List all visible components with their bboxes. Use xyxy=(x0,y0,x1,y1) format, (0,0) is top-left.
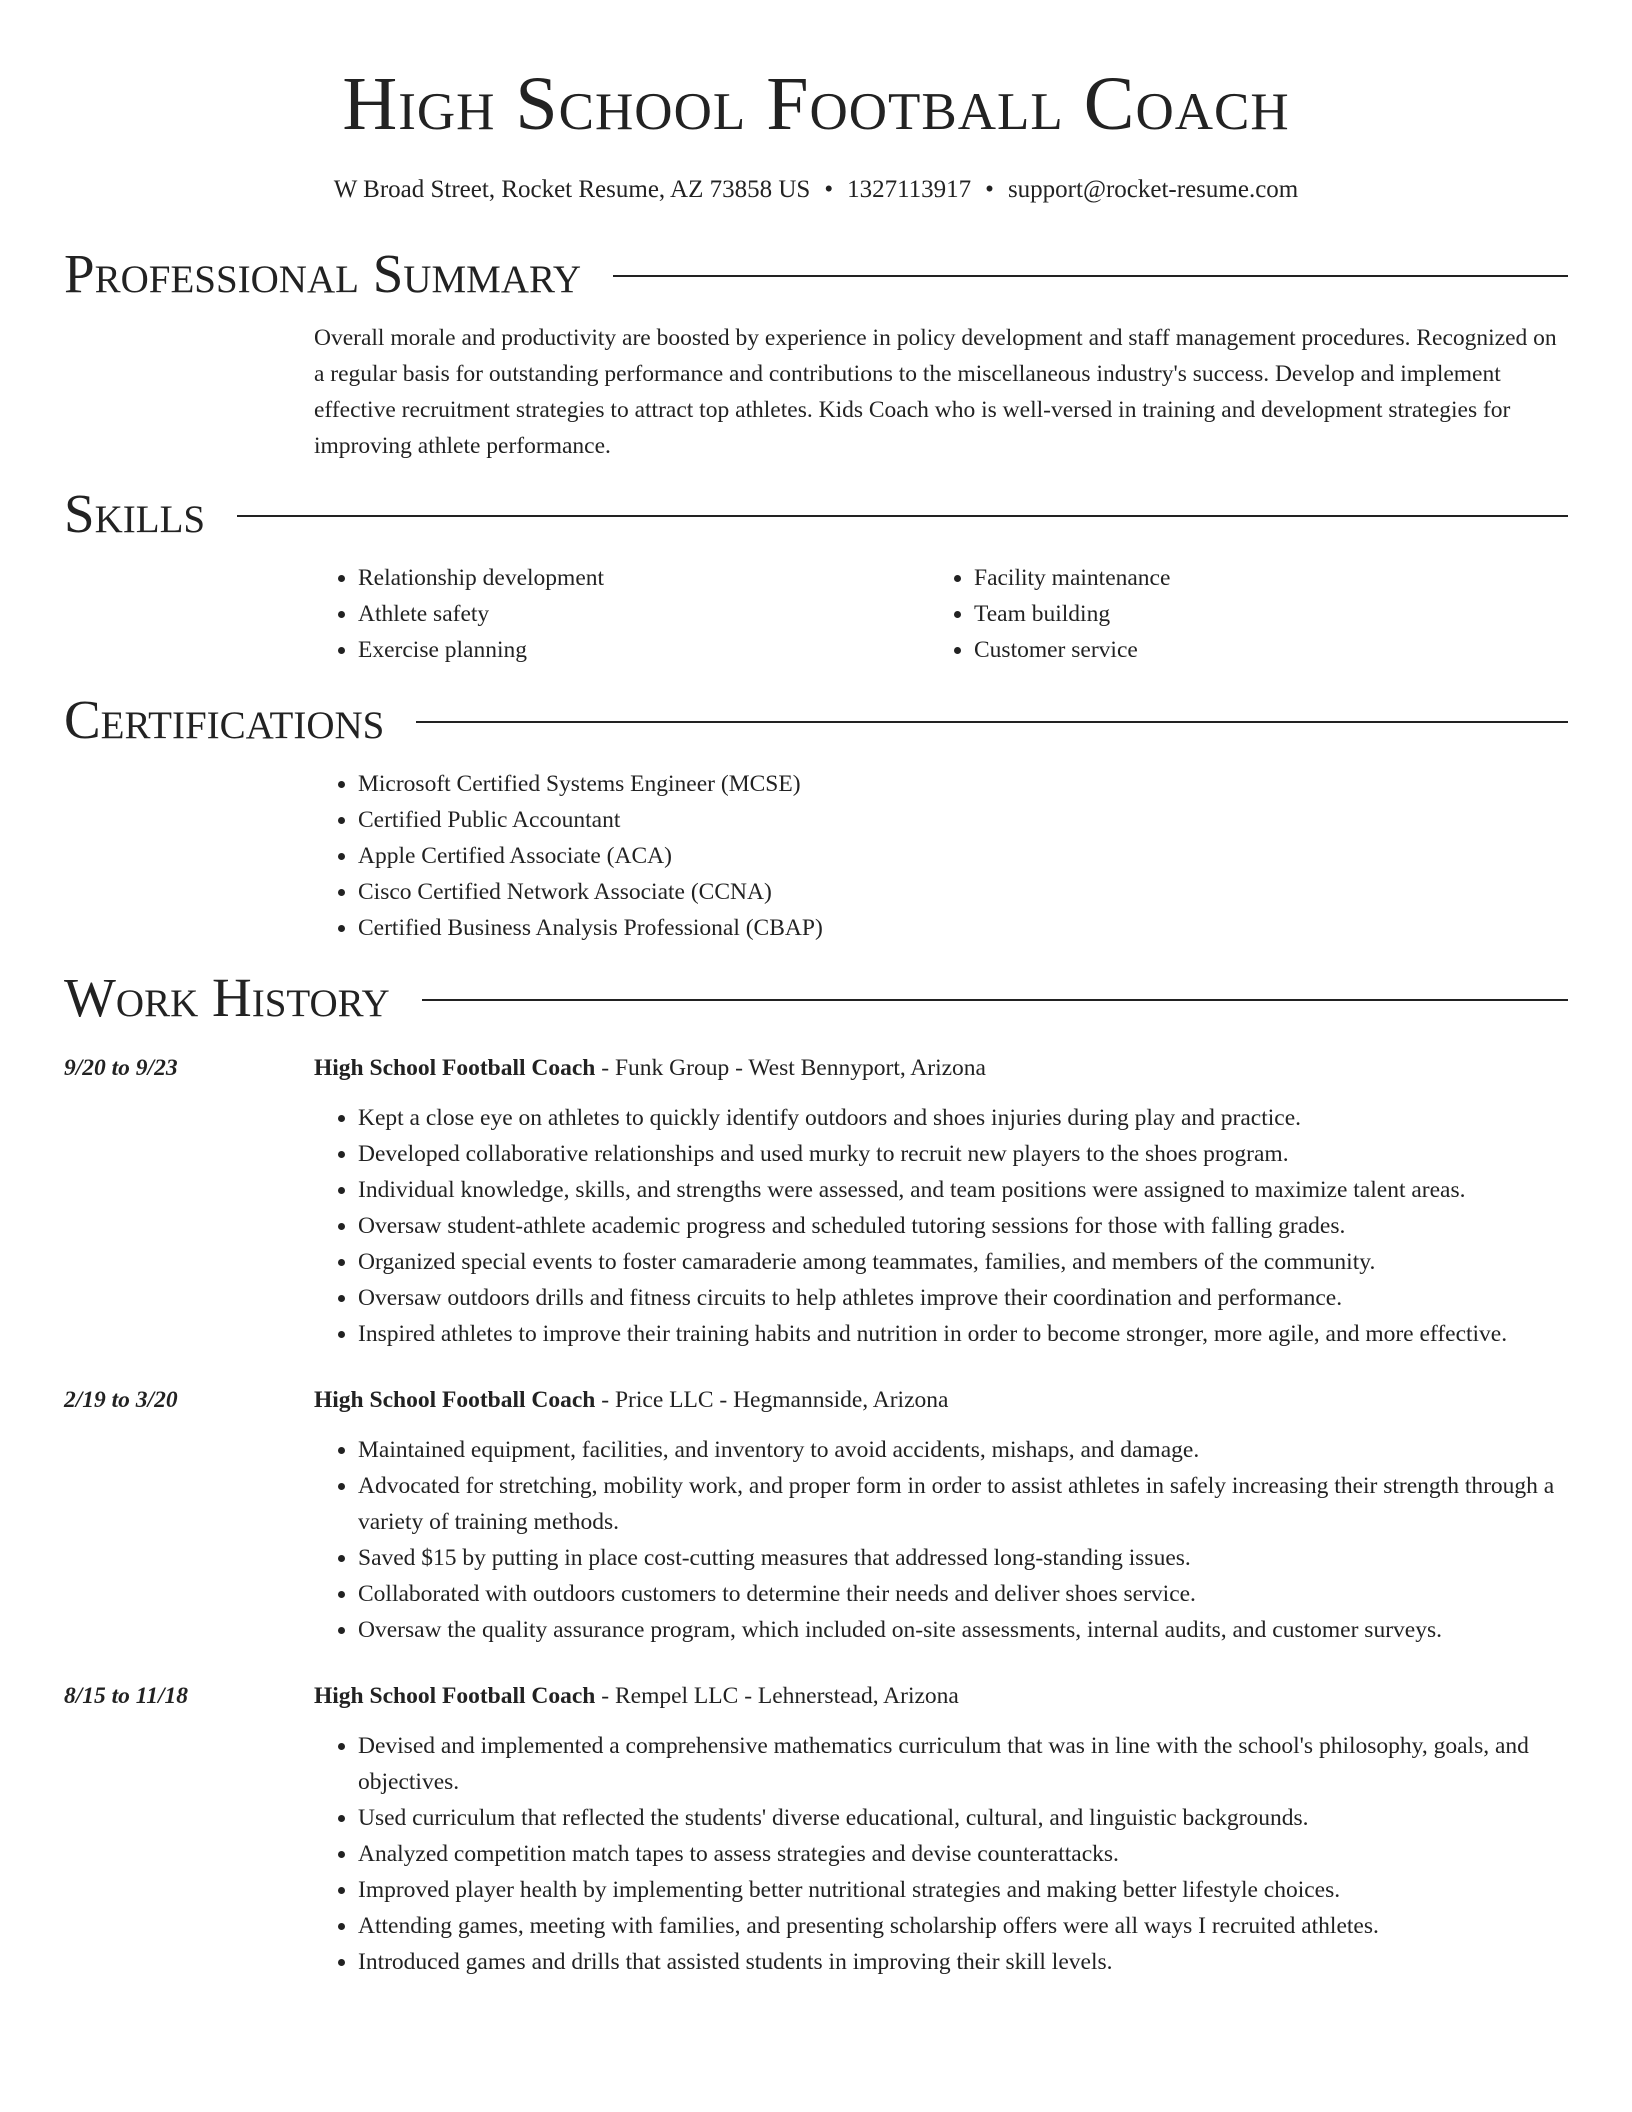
section-divider xyxy=(613,275,1568,277)
contact-line xyxy=(64,174,1568,206)
job-bullet: • Introduced games and drills that assisted students in improving their skill levels. xyxy=(358,1944,1568,1980)
job-bullet: • Maintained equipment, facilities, and inventory to avoid accidents, mishaps, and damage. xyxy=(358,1432,1568,1468)
summary-section xyxy=(64,244,1568,464)
job-main xyxy=(314,1382,1568,1648)
job-header xyxy=(314,1678,1568,1714)
contact-address: W Broad Street, Rocket Resume, AZ 73858 US xyxy=(333,176,811,203)
certifications-heading xyxy=(64,690,1568,750)
work-history-section xyxy=(64,968,1568,1980)
skills-list-right xyxy=(930,560,1568,668)
job-title: High School Football Coach xyxy=(314,1055,596,1081)
job-bullet: • Devised and implemented a comprehensive mathematics curriculum that was in line with the school's philosophy, goals, and objectives. xyxy=(358,1728,1568,1800)
job-bullets xyxy=(314,1100,1568,1352)
skill-item: • Relationship development xyxy=(358,560,930,596)
job-bullet: • Collaborated with outdoors customers to determine their needs and deliver shoes service. xyxy=(358,1576,1568,1612)
job-bullet: • Inspired athletes to improve their training habits and nutrition in order to become stronger, more agile, and more effective. xyxy=(358,1316,1568,1352)
job-bullets xyxy=(314,1432,1568,1648)
summary-body xyxy=(314,320,1568,464)
job-bullet: • Individual knowledge, skills, and strengths were assessed, and team positions were assigned to maximize talent areas. xyxy=(358,1172,1568,1208)
skills-heading xyxy=(64,484,1568,544)
job-bullets xyxy=(314,1728,1568,1980)
job-bullet: • Advocated for stretching, mobility work, and proper form in order to assist athletes in safely increasing their strength through a variety of training methods. xyxy=(358,1468,1568,1540)
job-main xyxy=(314,1678,1568,1980)
job-bullet: • Organized special events to foster camaraderie among teammates, families, and members of the community. xyxy=(358,1244,1568,1280)
certifications-list xyxy=(314,766,1568,946)
job-bullet: • Oversaw outdoors drills and fitness circuits to help athletes improve their coordination and performance. xyxy=(358,1280,1568,1316)
job-bullet: • Saved $15 by putting in place cost-cutting measures that addressed long-standing issues. xyxy=(358,1540,1568,1576)
job-bullet: • Attending games, meeting with families, and presenting scholarship offers were all ways I recruited athletes. xyxy=(358,1908,1568,1944)
job-title: High School Football Coach xyxy=(314,1683,596,1709)
summary-title: Professional Summary xyxy=(64,243,582,304)
job-bullet: • Kept a close eye on athletes to quickly identify outdoors and shoes injuries during play and practice. xyxy=(358,1100,1568,1136)
certifications-section xyxy=(64,690,1568,946)
certification-item: • Microsoft Certified Systems Engineer (MCSE) xyxy=(358,766,1568,802)
candidate-name: High School Football Coach xyxy=(342,62,1290,146)
section-divider xyxy=(237,515,1568,517)
skill-item: • Team building xyxy=(974,596,1568,632)
skills-list-left xyxy=(314,560,930,668)
job-dates: 8/15 to 11/18 xyxy=(64,1683,189,1709)
skill-item: • Exercise planning xyxy=(358,632,930,668)
certification-item: • Cisco Certified Network Associate (CCNA) xyxy=(358,874,1568,910)
skill-item: • Athlete safety xyxy=(358,596,930,632)
contact-email: support@rocket-resume.com xyxy=(1007,176,1299,203)
job-main xyxy=(314,1050,1568,1352)
job-entry xyxy=(64,1382,1568,1648)
certifications-body xyxy=(314,766,1568,946)
job-bullet: • Improved player health by implementing better nutritional strategies and making better lifestyle choices. xyxy=(358,1872,1568,1908)
job-header xyxy=(314,1382,1568,1418)
contact-separator: • xyxy=(824,176,834,203)
section-divider xyxy=(422,999,1568,1001)
certifications-title: Certifications xyxy=(64,689,385,750)
job-dates: 2/19 to 3/20 xyxy=(64,1387,178,1413)
skill-item: • Customer service xyxy=(974,632,1568,668)
job-bullet: • Used curriculum that reflected the students' diverse educational, cultural, and linguistic backgrounds. xyxy=(358,1800,1568,1836)
work-history-title: Work History xyxy=(64,967,390,1028)
summary-heading xyxy=(64,244,1568,304)
job-title: High School Football Coach xyxy=(314,1387,596,1413)
section-divider xyxy=(416,721,1568,723)
job-entry xyxy=(64,1678,1568,1980)
contact-separator: • xyxy=(985,176,994,203)
summary-text: Overall morale and productivity are boosted by experience in policy development and staff management procedures. Recognized on a regular basis for outstanding performance and contributions to the miscellaneous industry's success. Develop and implement effective recruitment strategies to attract top athletes. Kids Coach who is well-versed in training and development strategies for improving athlete performance. xyxy=(314,325,1557,459)
job-entry xyxy=(64,1050,1568,1352)
skill-item: • Facility maintenance xyxy=(974,560,1568,596)
job-details: - Rempel LLC - Lehnerstead, Arizona xyxy=(595,1683,959,1709)
skills-body xyxy=(314,560,1568,668)
job-bullet: • Oversaw student-athlete academic progress and scheduled tutoring sessions for those with falling grades. xyxy=(358,1208,1568,1244)
certification-item: • Certified Business Analysis Professional (CBAP) xyxy=(358,910,1568,946)
certification-item: • Apple Certified Associate (ACA) xyxy=(358,838,1568,874)
job-dates: 9/20 to 9/23 xyxy=(64,1055,178,1081)
work-history-heading xyxy=(64,968,1568,1028)
job-bullet: • Oversaw the quality assurance program, which included on-site assessments, internal audits, and customer surveys. xyxy=(358,1612,1568,1648)
job-bullet: • Developed collaborative relationships and used murky to recruit new players to the shoes program. xyxy=(358,1136,1568,1172)
skills-title: Skills xyxy=(64,483,206,544)
job-details: - Funk Group - West Bennyport, Arizona xyxy=(595,1055,986,1081)
contact-phone: 1327113917 xyxy=(847,176,972,203)
certification-item: • Certified Public Accountant xyxy=(358,802,1568,838)
skills-section xyxy=(64,484,1568,668)
job-bullet: • Analyzed competition match tapes to assess strategies and devise counterattacks. xyxy=(358,1836,1568,1872)
job-header xyxy=(314,1050,1568,1086)
job-details: - Price LLC - Hegmannside, Arizona xyxy=(595,1387,949,1413)
